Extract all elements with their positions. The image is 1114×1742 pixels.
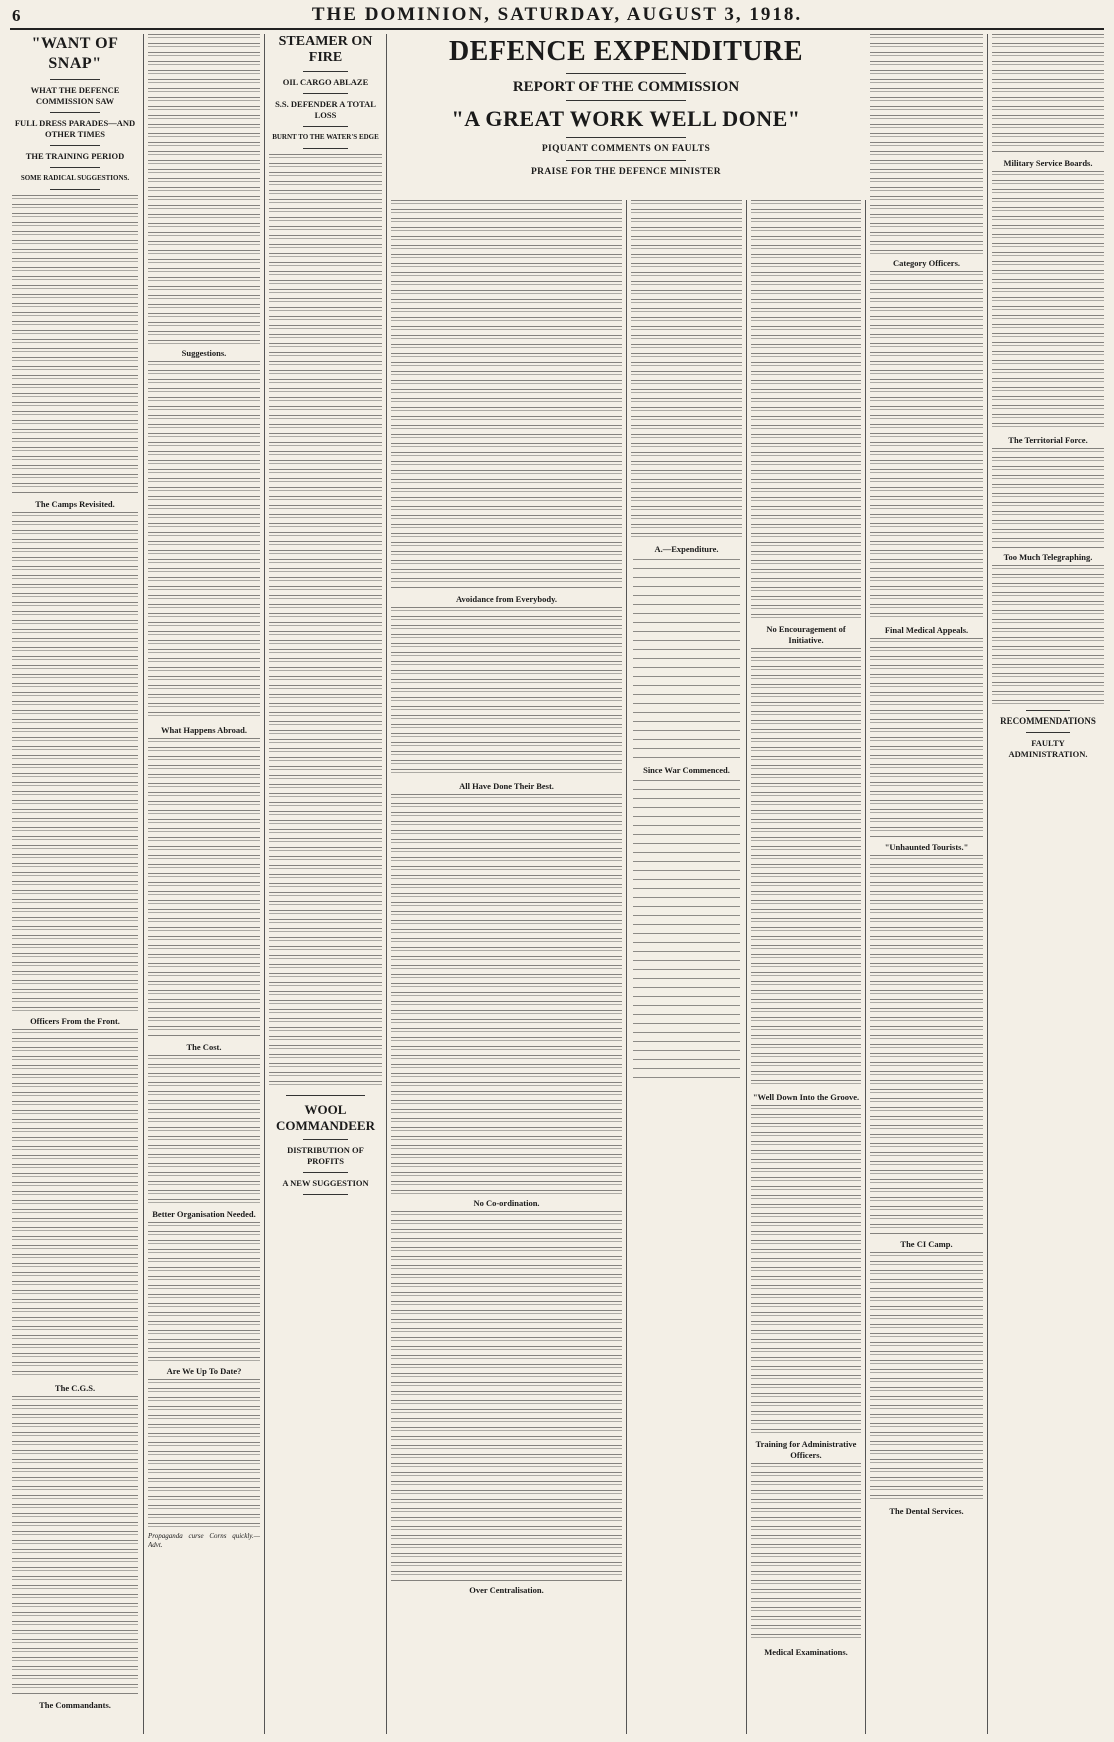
main-col-b	[631, 200, 742, 1734]
subheading: Training for Administrative Officers.	[755, 1439, 857, 1460]
body-text	[870, 1252, 983, 1502]
body-text	[269, 154, 382, 1089]
body-text	[870, 271, 983, 621]
masthead	[10, 4, 1104, 30]
article-want-of-snap	[12, 34, 138, 1734]
deck: PRAISE FOR THE DEFENCE MINISTER	[530, 167, 722, 177]
body-text	[391, 200, 622, 590]
subheading: FAULTY ADMINISTRATION.	[1008, 738, 1088, 759]
column-rule	[626, 200, 627, 1734]
deck: S.S. DEFENDER A TOTAL LOSS	[275, 99, 376, 120]
deck: OIL CARGO ABLAZE	[282, 77, 369, 87]
body-text	[992, 565, 1104, 705]
subheading: Since War Commenced.	[643, 765, 730, 775]
subheading: No Co-ordination.	[473, 1198, 540, 1208]
subheading: Officers From the Front.	[30, 1016, 120, 1026]
subheading: The Territorial Force.	[1008, 435, 1088, 445]
deck: PIQUANT COMMENTS ON FAULTS	[541, 144, 711, 154]
subheading: Better Organisation Needed.	[152, 1209, 256, 1219]
column-rule	[264, 34, 265, 1734]
body-text	[148, 361, 260, 721]
subheading: A.—Expenditure.	[654, 544, 719, 554]
main-col-c	[751, 200, 861, 1734]
headline: DEFENCE EXPENDITURE	[448, 36, 804, 67]
subheading: The CI Camp.	[900, 1239, 953, 1249]
body-text	[148, 1055, 260, 1205]
deck: WHAT THE DEFENCE COMMISSION SAW	[30, 85, 120, 106]
subheading: Military Service Boards.	[1003, 158, 1093, 168]
body-text	[870, 34, 983, 254]
body-text	[148, 1379, 260, 1529]
headline: WOOL COMMANDEER	[276, 1102, 375, 1133]
body-text	[391, 794, 622, 1194]
deck: THE TRAINING PERIOD	[25, 151, 125, 161]
deck: REPORT OF THE COMMISSION	[512, 79, 740, 95]
subheading: The Cost.	[186, 1042, 222, 1052]
deck: A NEW SUGGESTION	[282, 1178, 369, 1188]
article-steamer-on-fire	[269, 34, 382, 1734]
column-rule	[386, 34, 387, 1734]
column-rule	[746, 200, 747, 1734]
subheading: Category Officers.	[892, 258, 961, 268]
body-text	[992, 171, 1104, 431]
subheading: Avoidance from Everybody.	[456, 594, 557, 604]
deck: SOME RADICAL SUGGESTIONS.	[20, 174, 130, 182]
subheading: Are We Up To Date?	[166, 1366, 242, 1376]
subheading: What Happens Abroad.	[160, 725, 248, 735]
subheading: Suggestions.	[181, 348, 227, 358]
subheading: RECOMMENDATIONS	[1000, 716, 1096, 726]
subheading: Too Much Telegraphing.	[1003, 552, 1093, 562]
body-text	[148, 34, 260, 344]
subheading: The Camps Revisited.	[35, 499, 115, 509]
page-number: 6	[12, 6, 21, 25]
main-col-a	[391, 200, 622, 1734]
body-text	[992, 34, 1104, 154]
deck: FULL DRESS PARADES—AND OTHER TIMES	[14, 118, 136, 139]
subheading: The C.G.S.	[54, 1383, 96, 1393]
body-text	[751, 200, 861, 620]
subheading: Final Medical Appeals.	[884, 625, 969, 635]
body-text	[148, 738, 260, 1038]
body-text	[391, 607, 622, 777]
masthead-title: THE DOMINION, SATURDAY, AUGUST 3, 1918.	[311, 4, 803, 25]
subheading: The Commandants.	[39, 1700, 111, 1710]
column-rule	[865, 200, 866, 1734]
subheading: No Encouragement of Initiative.	[766, 624, 846, 645]
body-text	[870, 638, 983, 838]
body-text	[12, 1396, 138, 1696]
column-rule	[987, 34, 988, 1734]
body-text	[631, 200, 742, 540]
column-rule	[143, 34, 144, 1734]
deck: BURNT TO THE WATER'S EDGE	[272, 133, 379, 141]
advertisement: Propaganda curse Corns quickly.—Advt.	[148, 1532, 260, 1549]
subheading: All Have Done Their Best.	[459, 781, 554, 791]
body-text	[992, 448, 1104, 548]
expenditure-table	[631, 557, 742, 761]
article-continued	[148, 34, 260, 1734]
body-text	[870, 855, 983, 1235]
body-text	[751, 1105, 861, 1435]
deck: DISTRIBUTION OF PROFITS	[287, 1145, 364, 1166]
enlistment-table	[631, 778, 742, 1082]
body-text	[751, 1463, 861, 1643]
body-text	[751, 648, 861, 1088]
body-text	[12, 1029, 138, 1379]
body-text	[12, 195, 138, 495]
subheading: Over Centralisation.	[469, 1585, 544, 1595]
body-text	[148, 1222, 260, 1362]
main-col-d	[870, 34, 983, 1734]
subheading: "Unhaunted Tourists."	[884, 842, 969, 852]
subheading: "Well Down Into the Groove.	[752, 1092, 860, 1102]
subheading: Medical Examinations.	[764, 1647, 848, 1657]
main-article-header	[387, 34, 865, 178]
deck: "A GREAT WORK WELL DONE"	[451, 106, 801, 131]
body-text	[12, 512, 138, 1012]
subheading: The Dental Services.	[889, 1506, 964, 1516]
body-text	[391, 1211, 622, 1581]
headline: "WANT OF SNAP"	[31, 35, 119, 72]
main-col-e	[992, 34, 1104, 1734]
headline: STEAMER ON FIRE	[278, 34, 373, 65]
